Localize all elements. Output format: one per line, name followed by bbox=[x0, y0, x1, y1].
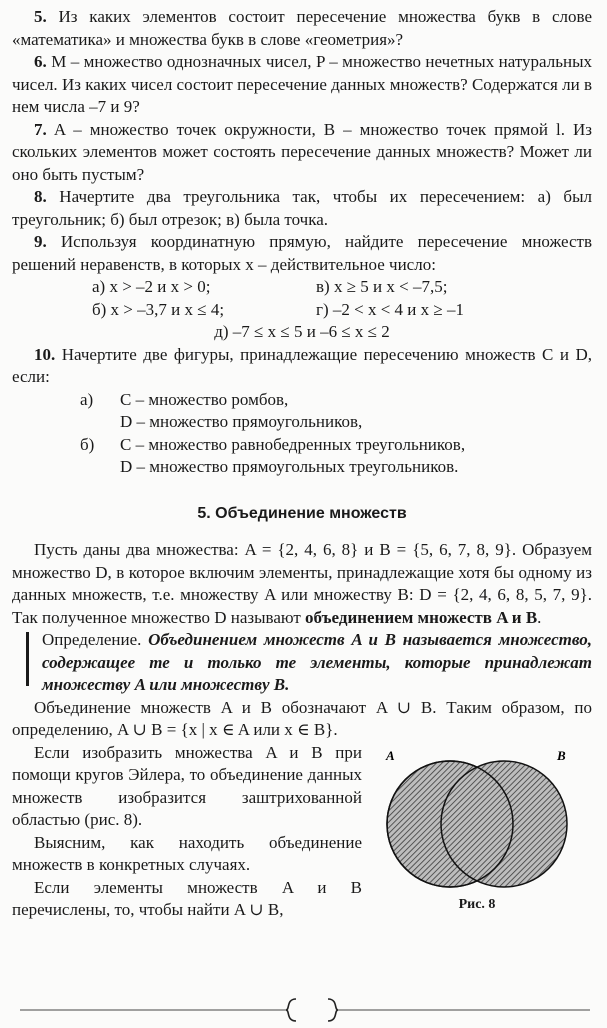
paragraph-3: Если изобразить множества A и B при помощи кругов Эйлера, то объединение данных множеств изобразится заштрихованной областью (рис. 8). bbox=[12, 742, 362, 829]
exercise-9-item-v: в) x ≥ 5 и x < –7,5; bbox=[316, 277, 448, 296]
definition-bar bbox=[26, 632, 29, 686]
figure-8 bbox=[362, 742, 592, 922]
exercise-10-a-label: а) bbox=[80, 389, 94, 409]
exercise-10-a-line2: D – множество прямоугольников, bbox=[120, 412, 363, 431]
text-column bbox=[12, 742, 362, 922]
circle-b bbox=[441, 761, 567, 887]
exercise-9-row2 bbox=[12, 299, 592, 322]
exercise-9-item-b: б) x > –3,7 и x ≤ 4; bbox=[92, 299, 225, 319]
exercise-9: 9. Используя координатную прямую, найдите пересечение множеств решений неравенств, в которых x – действительное число: bbox=[12, 232, 592, 274]
euler-circles-diagram bbox=[372, 742, 582, 890]
exercise-9-row1 bbox=[12, 276, 592, 299]
paragraph-4: Выясним, как находить объединение множеств в конкретных случаях. bbox=[12, 832, 362, 874]
section-title: 5. Объединение множеств bbox=[197, 504, 407, 522]
label-b: B bbox=[557, 747, 566, 763]
figure-caption: Рис. 8 bbox=[458, 896, 496, 912]
page-footer-ornament bbox=[0, 995, 607, 1025]
label-a: A bbox=[386, 747, 395, 763]
exercise-10-b-label: б) bbox=[80, 434, 95, 454]
paragraph-5: Если элементы множеств A и B перечислены, то, чтобы найти A ∪ B, bbox=[12, 877, 362, 919]
paragraph-2: Объединение множеств A и B обозначают A ∪ B. Таким образом, по определению, A ∪ B = {x | x ∈ A или x ∈ B}. bbox=[12, 697, 592, 739]
exercise-9-item-a: а) x > –2 и x > 0; bbox=[92, 277, 211, 296]
definition-block bbox=[12, 629, 592, 697]
definition: Определение. Объединением множеств A и B называется множество, содержащее те и только те элементы, которые принадлежат множеству A или множеству B. bbox=[42, 630, 592, 694]
exercise-10-b bbox=[12, 434, 592, 457]
exercise-10-b-line1: C – множество равнобедренных треугольников, bbox=[120, 434, 466, 454]
exercise-8: 8. Начертите два треугольника так, чтобы их пересечением: а) был треугольник; б) был отрезок; в) была точка. bbox=[12, 187, 592, 229]
exercise-7: 7. A – множество точек окружности, B – множество точек прямой l. Из скольких элементов может состоять пересечение данных множеств? Может ли оно быть пустым? bbox=[12, 119, 592, 184]
page bbox=[12, 6, 592, 922]
exercise-6: 6. M – множество однозначных чисел, P – множество нечетных натуральных чисел. Из каких чисел состоит пересечение данных множеств? Содержатся ли в нем числа –7 и 9? bbox=[12, 52, 592, 116]
exercise-10: 10. Начертите две фигуры, принадлежащие пересечению множеств C и D, если: bbox=[12, 344, 592, 386]
paragraph-1: Пусть даны два множества: A = {2, 4, 6, 8} и B = {5, 6, 7, 8, 9}. Образуем множество D, в которое включим элементы, принадлежащие хотя бы одному из данных множеств, т.е. множеству A или множеству B: D = {2, 4, 6, 8, 5, 7, 9}. Так полученное множество D называют объединением множеств A и B. bbox=[12, 540, 592, 627]
figure-wrap bbox=[12, 742, 592, 922]
exercise-10-a bbox=[12, 389, 592, 412]
exercise-9-item-d: д) –7 ≤ x ≤ 5 и –6 ≤ x ≤ 2 bbox=[214, 322, 390, 341]
exercise-5: 5. Из каких элементов состоит пересечение множества букв в слове «математика» и множества букв в слове «геометрия»? bbox=[12, 7, 592, 49]
exercise-9-item-g: г) –2 < x < 4 и x ≥ –1 bbox=[316, 299, 464, 319]
exercise-10-a-line1: C – множество ромбов, bbox=[120, 389, 289, 409]
exercise-10-b-line2: D – множество прямоугольных треугольников. bbox=[120, 457, 459, 476]
